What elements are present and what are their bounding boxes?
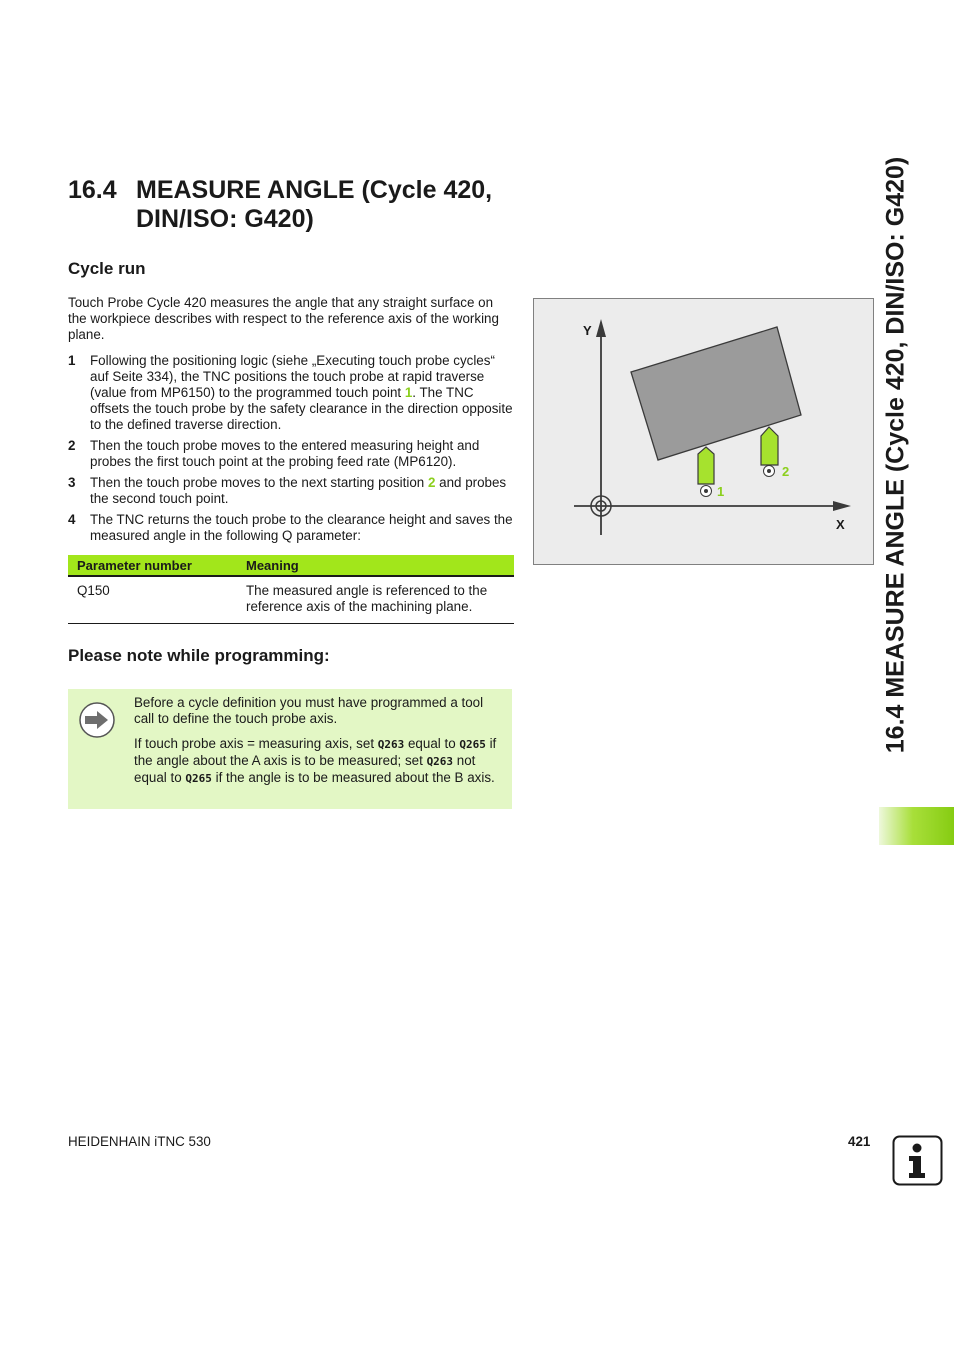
param-code: Q265 xyxy=(459,738,486,751)
list-item xyxy=(68,353,513,433)
side-title-text: 16.4 MEASURE ANGLE (Cycle 420, DIN/ISO: G420) xyxy=(881,156,910,754)
list-item xyxy=(68,438,513,470)
note-text-span: equal to xyxy=(404,736,460,751)
section-number: 16.4 xyxy=(68,176,117,204)
step-text: Following the positioning logic (siehe „Executing touch probe cycles“ auf Seite 334), the TNC positions the touch probe at rapid traverse (value from MP6150) to the programmed touch point xyxy=(90,353,495,400)
note-text-span: If touch probe axis = measuring axis, set xyxy=(134,736,378,751)
step-list xyxy=(68,353,513,549)
parameter-table xyxy=(68,555,514,624)
arrow-right-icon xyxy=(78,701,116,739)
param-code: Q263 xyxy=(377,738,405,751)
note-text-span: if the angle about the A axis is to be measured; set xyxy=(134,736,497,768)
axis-x-label: X xyxy=(836,517,845,532)
note-heading: Please note while programming: xyxy=(68,646,330,665)
column-header-meaning: Meaning xyxy=(246,555,514,576)
axis-y-label: Y xyxy=(583,323,592,338)
point-ref: 1 xyxy=(404,385,413,400)
param-code: Q265 xyxy=(185,772,212,785)
point-label-1: 1 xyxy=(717,484,725,499)
table-row xyxy=(68,576,514,624)
chapter-tab xyxy=(879,807,954,845)
note-text xyxy=(134,695,504,796)
cycle-run-heading: Cycle run xyxy=(68,259,146,278)
section-title xyxy=(68,176,528,234)
point-ref: 2 xyxy=(427,475,436,490)
touch-point-2-dot xyxy=(767,469,771,473)
meaning-cell: The measured angle is referenced to the reference axis of the machining plane. xyxy=(246,576,514,624)
step-text: Then the touch probe moves to the next starting position xyxy=(90,475,428,490)
step-text: and probes the second touch point. xyxy=(90,475,507,506)
page-number: 421 xyxy=(848,1134,871,1149)
step-number: 2 xyxy=(68,438,76,453)
note-text-span: if the angle is to be measured about the B axis. xyxy=(211,770,495,785)
step-text: Then the touch probe moves to the entered measuring height and probes the first touch point at the probing feed rate (MP6120). xyxy=(90,438,480,469)
section-title-line1: MEASURE ANGLE (Cycle 420, xyxy=(136,176,493,204)
probe-diagram xyxy=(533,298,874,565)
footer-manual-name: HEIDENHAIN iTNC 530 xyxy=(68,1134,211,1149)
param-code: Q263 xyxy=(426,755,454,768)
section-title-line2: DIN/ISO: G420) xyxy=(136,205,314,233)
probe-arrow-1 xyxy=(698,447,714,484)
step-text: . The TNC offsets the touch probe by the safety clearance in the direction opposite to the defined traverse direction. xyxy=(90,385,513,432)
step-text: The TNC returns the touch probe to the clearance height and saves the measured angle in the following Q parameter: xyxy=(90,512,513,543)
list-item xyxy=(68,512,513,544)
list-item xyxy=(68,475,513,507)
table-header-row xyxy=(68,555,514,576)
x-axis-arrowhead xyxy=(833,501,851,511)
probe-arrow-2 xyxy=(761,427,778,465)
point-label-2: 2 xyxy=(782,464,790,479)
info-icon xyxy=(892,1135,943,1186)
column-header-parameter: Parameter number xyxy=(68,555,246,576)
note-paragraph: Before a cycle definition you must have programmed a tool call to define the touch probe axis. xyxy=(134,695,484,726)
intro-paragraph: Touch Probe Cycle 420 measures the angle that any straight surface on the workpiece describes with respect to the reference axis of the working plane. xyxy=(68,295,499,342)
step-number: 3 xyxy=(68,475,76,490)
diagram-canvas xyxy=(534,299,875,566)
step-number: 4 xyxy=(68,512,76,527)
note-box xyxy=(68,689,512,809)
step-number: 1 xyxy=(68,353,76,368)
param-cell: Q150 xyxy=(68,576,246,624)
y-axis-arrowhead xyxy=(596,319,606,337)
note-paragraph xyxy=(134,736,504,787)
note-text-span: not equal to xyxy=(134,753,476,785)
touch-point-1-dot xyxy=(704,489,708,493)
